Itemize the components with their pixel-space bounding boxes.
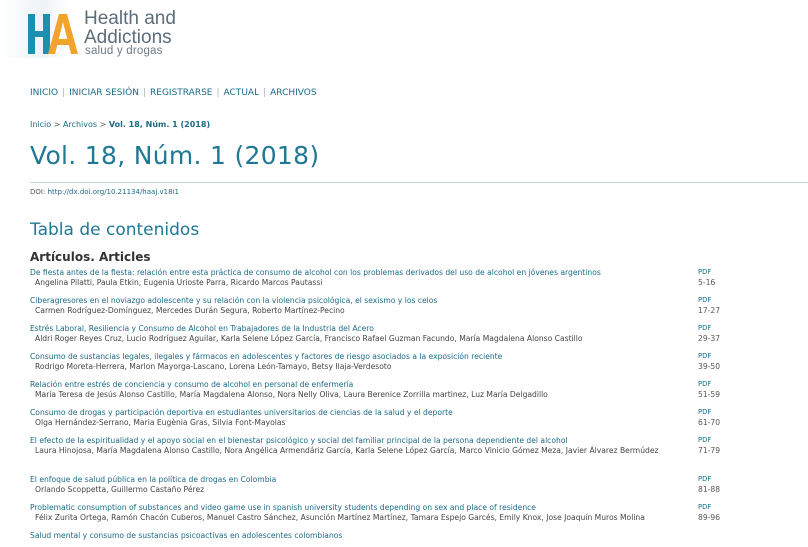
nav-separator: |: [142, 88, 147, 98]
article-pages: 61-70: [698, 418, 721, 427]
section-heading: Artículos. Articles: [30, 250, 151, 264]
breadcrumb-separator: >: [53, 120, 61, 129]
breadcrumb-archives[interactable]: Archivos: [62, 120, 98, 129]
article-title-link[interactable]: Problematic consumption of substances and video game use in spanish university students depending on sex and place of residence: [30, 503, 536, 512]
doi-value[interactable]: http://dx.doi.org/10.21134/haaj.v18i1: [47, 188, 179, 196]
article-item: [30, 503, 808, 531]
article-pages: 71-79: [698, 446, 721, 455]
issue-doi: [30, 188, 179, 196]
logo-title-line2: Addictions: [84, 27, 172, 48]
article-authors: Angelina Pilatti, Paula Etkin, Eugenia Urioste Parra, Ricardo Marcos Pautassi: [35, 278, 323, 287]
article-item: [30, 531, 808, 543]
article-item: [30, 380, 808, 408]
article-pages: 5-16: [698, 278, 716, 287]
article-title-link[interactable]: Estrés Laboral, Resiliencia y Consumo de Alcohol en Trabajadores de la Industria del Acero: [30, 324, 374, 333]
logo-subtitle: salud y drogas: [85, 45, 163, 57]
pdf-link[interactable]: PDF: [698, 324, 712, 332]
article-authors: María Teresa de Jesús Alonso Castillo, María Magdalena Alonso, Nora Nelly Oliva, Laura Berenice Zorrilla martinez, Luz María Delgadillo: [35, 390, 548, 399]
article-authors: Olga Hernández-Serrano, Maria Eugènia Gras, Silvia Font-Mayolas: [35, 418, 286, 427]
article-title-link[interactable]: El efecto de la espiritualidad y el apoyo social en el bienestar psicológico y social del familiar principal de la persona dependiente del alcohol: [30, 436, 568, 445]
article-item: [30, 296, 808, 324]
article-authors: Orlando Scoppetta, Guillermo Castaño Pérez: [35, 485, 205, 494]
nav-iniciar-sesion[interactable]: INICIAR SESIÓN: [69, 88, 139, 98]
main-nav: [30, 88, 317, 98]
pdf-link[interactable]: PDF: [698, 503, 712, 511]
article-title-link[interactable]: El enfoque de salud pública en la política de drogas en Colombia: [30, 475, 277, 484]
article-item: [30, 408, 808, 436]
site-header: [0, 0, 808, 70]
pdf-link[interactable]: PDF: [698, 268, 712, 276]
article-pages: 51-59: [698, 390, 721, 399]
nav-actual[interactable]: ACTUAL: [223, 88, 260, 98]
article-title-link[interactable]: Consumo de sustancias legales, ilegales y fármacos en adolescentes y factores de riesgo asociados a la exposición reciente: [30, 352, 503, 361]
breadcrumb: [30, 120, 210, 129]
article-authors: Laura Hinojosa, María Magdalena Alonso Castillo, Nora Angélica Armendáriz García, Karla Selene López García, Marco Vinicio Gómez Meza, Javier Álvarez Bermúdez: [35, 446, 659, 455]
doi-label: DOI:: [30, 188, 46, 196]
nav-inicio[interactable]: INICIO: [30, 88, 59, 98]
nav-separator: |: [216, 88, 220, 98]
article-item: [30, 475, 808, 503]
page-title: Vol. 18, Núm. 1 (2018): [30, 141, 320, 170]
article-authors: Félix Zurita Ortega, Ramón Chacón Cuberos, Manuel Castro Sánchez, Asunción Martínez Martínez, Tamara Espejo Garcés, Emily Knox, Jose Joaquín Muros Molina: [35, 513, 645, 522]
article-authors: Carmen Rodríguez-Domínguez, Mercedes Durán Segura, Roberto Martínez-Pecino: [35, 306, 345, 315]
nav-archivos[interactable]: ARCHIVOS: [270, 88, 317, 98]
breadcrumb-separator: >: [99, 120, 107, 129]
site-logo[interactable]: [28, 12, 78, 56]
article-pages: 17-27: [698, 306, 721, 315]
article-pages: 29-37: [698, 334, 721, 343]
breadcrumb-home[interactable]: Inicio: [30, 120, 52, 129]
article-title-link[interactable]: De fiesta antes de la fiesta: relación entre esta práctica de consumo de alcohol con los problemas derivados del uso de alcohol en jóvenes argentinos: [30, 268, 601, 277]
pdf-link[interactable]: PDF: [698, 296, 712, 304]
article-title-link[interactable]: Salud mental y consumo de sustancias psicoactivas en adolescentes colombianos: [30, 531, 343, 540]
article-list: [30, 268, 808, 543]
title-divider: [30, 182, 808, 183]
article-pages: 89-96: [698, 513, 721, 522]
article-title-link[interactable]: Ciberagresores en el noviazgo adolescente y su relación con la violencia psicológica, el sexismo y los celos: [30, 296, 438, 305]
pdf-link[interactable]: PDF: [698, 436, 712, 444]
logo-title: [84, 9, 176, 47]
article-item: [30, 352, 808, 380]
article-pages: 39-50: [698, 362, 721, 371]
logo-title-line1: Health and: [84, 8, 176, 29]
nav-separator: |: [62, 88, 66, 98]
pdf-link[interactable]: PDF: [698, 408, 712, 416]
article-item: [30, 436, 808, 475]
article-item: [30, 268, 808, 296]
pdf-link[interactable]: PDF: [698, 380, 712, 388]
article-title-link[interactable]: Relación entre estrés de conciencia y consumo de alcohol en personal de enfermería: [30, 380, 354, 389]
nav-separator: |: [263, 88, 267, 98]
article-title-link[interactable]: Consumo de drogas y participación deportiva en estudiantes universitarios de ciencias de la salud y el deporte: [30, 408, 453, 417]
nav-registrarse[interactable]: REGISTRARSE: [150, 88, 213, 98]
article-item: [30, 324, 808, 352]
breadcrumb-current[interactable]: Vol. 18, Núm. 1 (2018): [108, 120, 211, 129]
pdf-link[interactable]: PDF: [698, 475, 712, 483]
article-authors: Aldri Roger Reyes Cruz, Lucio Rodríguez Aguilar, Karla Selene López García, Francisco Rafael Guzman Facundo, María Magdalena Alonso Castillo: [35, 334, 583, 343]
article-pages: 81-88: [698, 485, 721, 494]
article-authors: Rodrigo Moreta-Herrera, Marlon Mayorga-Lascano, Lorena León-Tamayo, Betsy Ilaja-Verdesoto: [35, 362, 392, 371]
toc-heading: Tabla de contenidos: [30, 220, 200, 240]
pdf-link[interactable]: PDF: [698, 352, 712, 360]
